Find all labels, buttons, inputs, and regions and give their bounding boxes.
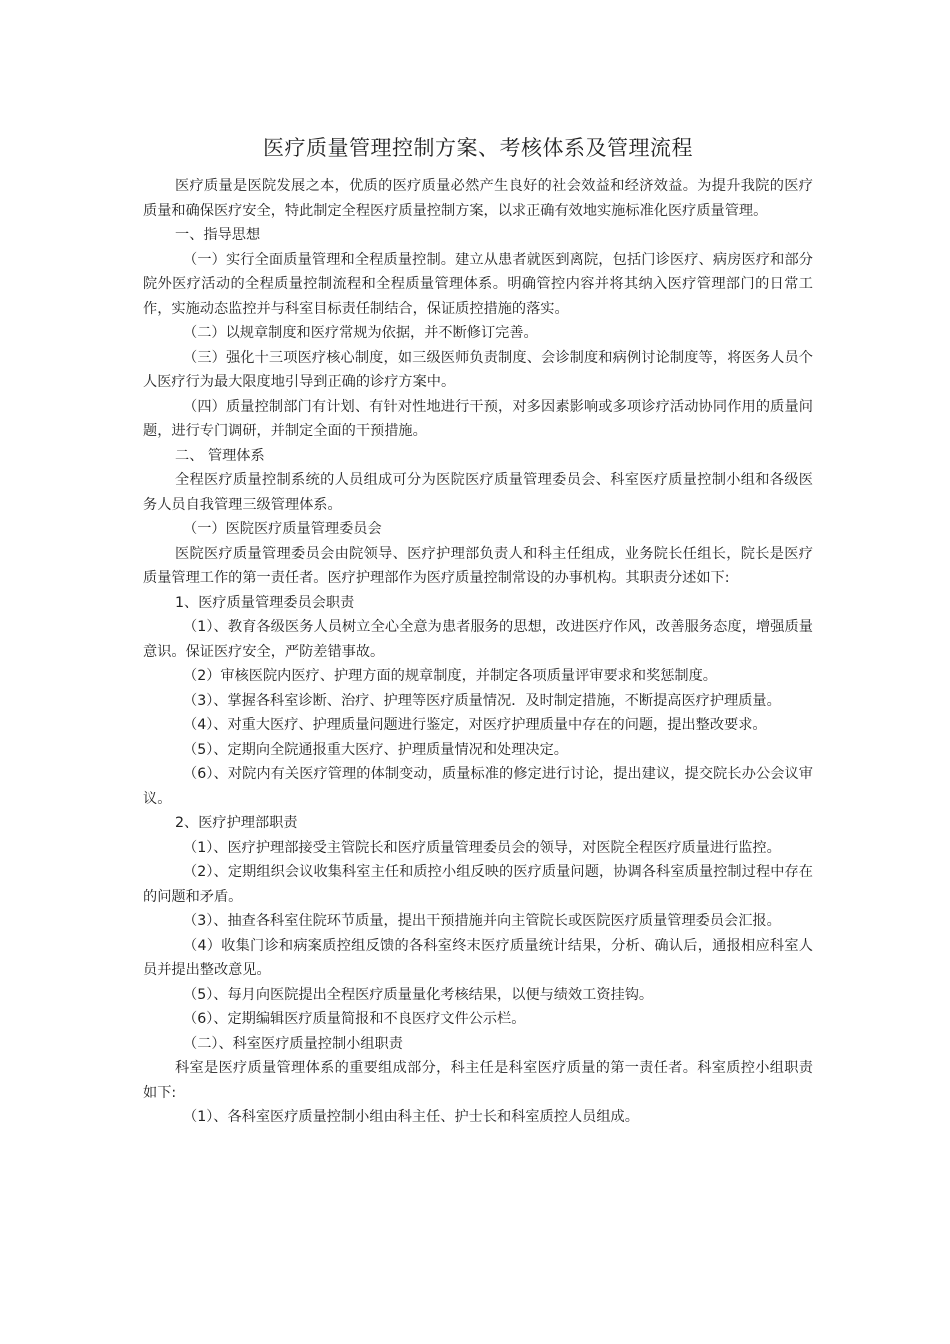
list-item: （2）审核医院内医疗、护理方面的规章制度，并制定各项质量评审要求和奖惩制度。 xyxy=(183,668,717,684)
list-item: （3）、掌握各科室诊断、治疗、护理等医疗质量情况．及时制定措施，不断提高医疗护理质量。 xyxy=(183,692,781,709)
paragraph: 医疗质量是医院发展之本，优质的医疗质量必然产生良好的社会效益和经济效益。为提升我院的医疗质量和确保医疗安全，特此制定全程医疗质量控制方案，以求正确有效地实施标准化医疗质量管理。 xyxy=(143,178,813,219)
paragraph: 全程医疗质量控制系统的人员组成可分为医院医疗质量管理委员会、科室医疗质量控制小组和各级医务人员自我管理三级管理体系。 xyxy=(143,472,813,513)
list-item: （1）、医疗护理部接受主管院长和医疗质量管理委员会的领导，对医院全程医疗质量进行监控。 xyxy=(183,839,781,856)
list-item: （3）、抽查各科室住院环节质量，提出干预措施并向主管院长或医院医疗质量管理委员会汇报。 xyxy=(183,913,781,929)
paragraph: 医院医疗质量管理委员会由院领导、医疗护理部负责人和科主任组成，业务院长任组长，院长是医疗质量管理工作的第一责任者。医疗护理部作为医疗质量控制常设的办事机构。其职责分述如下: xyxy=(143,545,813,586)
subsection-heading: 2、医疗护理部职责 xyxy=(175,815,298,831)
list-item: （6）、对院内有关医疗管理的体制变动，质量标准的修定进行讨论，提出建议，提交院长办公会议审议。 xyxy=(143,766,813,807)
list-item: （4）收集门诊和病案质控组反馈的各科室终末医疗质量统计结果，分析、确认后，通报相应科室人员并提出整改意见。 xyxy=(143,937,813,978)
paragraph: （三）强化十三项医疗核心制度，如三级医师负责制度、会诊制度和病例讨论制度等，将医务人员个人医疗行为最大限度地引导到正确的诊疗方案中。 xyxy=(143,349,813,390)
paragraph: 科室是医疗质量管理体系的重要组成部分，科主任是科室医疗质量的第一责任者。科室质控小组职责如下: xyxy=(143,1060,813,1101)
document-page xyxy=(143,132,813,1130)
document-title: 医疗质量管理控制方案、考核体系及管理流程 xyxy=(263,136,693,160)
paragraph: （四）质量控制部门有计划、有针对性地进行干预，对多因素影响或多项诊疗活动协同作用的质量问题，进行专门调研，并制定全面的干预措施。 xyxy=(143,398,813,439)
list-item: （6）、定期编辑医疗质量简报和不良医疗文件公示栏。 xyxy=(183,1011,526,1027)
section-heading: 一、指导思想 xyxy=(175,227,261,243)
list-item: （1）、各科室医疗质量控制小组由科主任、护士长和科室质控人员组成。 xyxy=(183,1109,639,1125)
paragraph: （二）以规章制度和医疗常规为依据，并不断修订完善。 xyxy=(183,325,538,341)
list-item: （5）、定期向全院通报重大医疗、护理质量情况和处理决定。 xyxy=(183,741,568,758)
subsection-heading: 1、医疗质量管理委员会职责 xyxy=(175,594,355,611)
list-item: （4）、对重大医疗、护理质量问题进行鉴定，对医疗护理质量中存在的问题，提出整改要求。 xyxy=(183,717,767,733)
section-heading: 二、 管理体系 xyxy=(175,447,265,464)
subsection-heading: （二）、科室医疗质量控制小组职责 xyxy=(183,1035,403,1052)
list-item: （1）、教育各级医务人员树立全心全意为患者服务的思想，改进医疗作风，改善服务态度，增强质量意识。保证医疗安全，严防差错事故。 xyxy=(143,619,813,660)
subsection-heading: （一）医院医疗质量管理委员会 xyxy=(183,521,382,537)
paragraph: （一）实行全面质量管理和全程质量控制。建立从患者就医到离院，包括门诊医疗、病房医疗和部分院外医疗活动的全程质量控制流程和全程质量管理体系。明确管控内容并将其纳入医疗管理部门的日常工作，实施动态监控并与科室目标责任制结合，保证质控措施的落实。 xyxy=(143,251,813,317)
list-item: （5）、每月向医院提出全程医疗质量量化考核结果，以便与绩效工资挂钩。 xyxy=(183,986,654,1003)
list-item: （2）、定期组织会议收集科室主任和质控小组反映的医疗质量问题，协调各科室质量控制过程中存在的问题和矛盾。 xyxy=(143,864,813,905)
